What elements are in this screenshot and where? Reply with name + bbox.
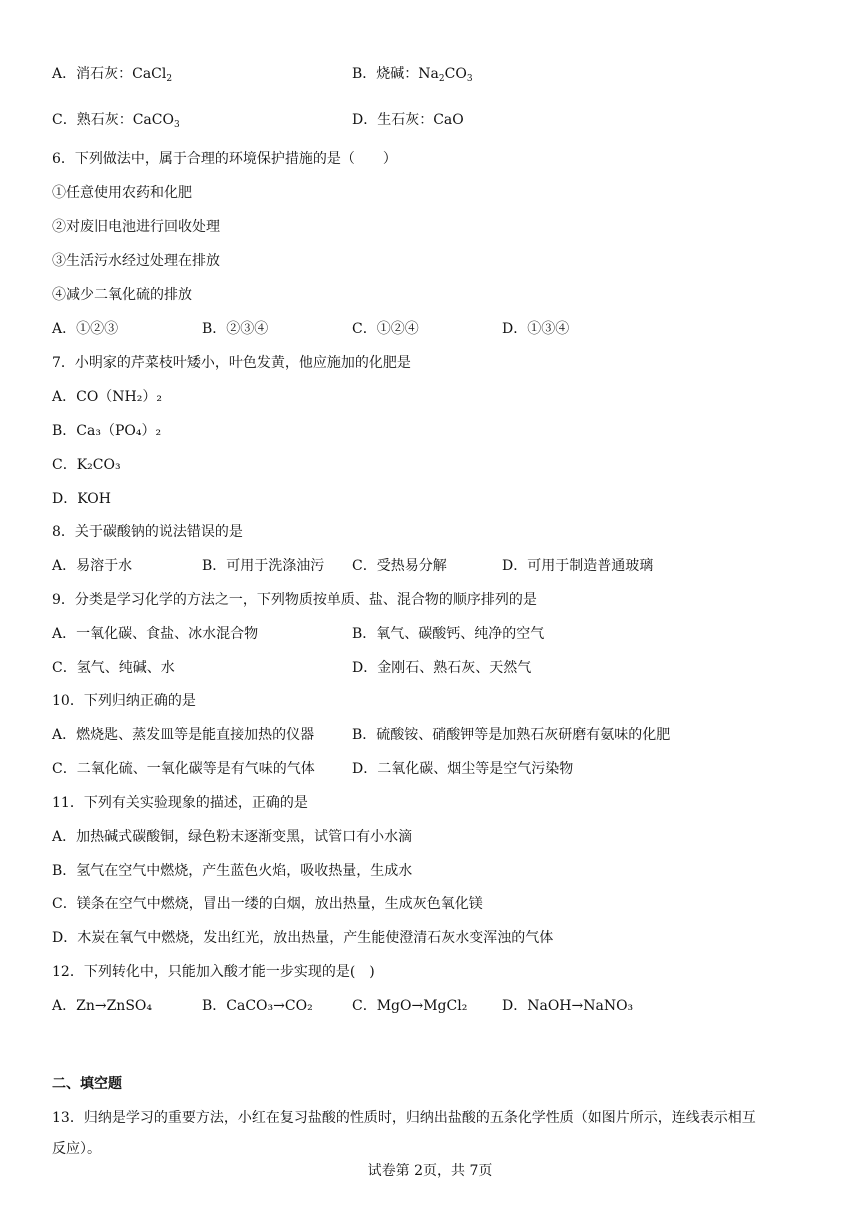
q6-item-1: ①任意使用农药和化肥 bbox=[52, 185, 192, 201]
q13-stem-line2: 反应）。 bbox=[52, 1141, 101, 1157]
q9-option-d: D．金刚石、熟石灰、天然气 bbox=[352, 660, 532, 676]
q12-option-a: A．Zn→ZnSO₄ bbox=[52, 998, 153, 1014]
q7-option-b: B．Ca₃（PO₄）₂ bbox=[52, 423, 162, 439]
q5-option-c: C．熟石灰：CaCO$_3$ bbox=[52, 112, 180, 130]
page-footer: 试卷第 2页，共 7页 bbox=[367, 1163, 493, 1179]
q7-option-d: D．KOH bbox=[52, 491, 111, 507]
q6-option-d: D．①③④ bbox=[502, 321, 570, 337]
q7-option-a: A．CO（NH₂）₂ bbox=[52, 389, 162, 405]
q6-item-3: ③生活污水经过处理在排放 bbox=[52, 253, 220, 269]
q12-option-b: B．CaCO₃→CO₂ bbox=[202, 998, 313, 1014]
q11-option-c: C．镁条在空气中燃烧，冒出一缕的白烟，放出热量，生成灰色氧化镁 bbox=[52, 896, 483, 912]
q9-option-a: A．一氧化碳、食盐、冰水混合物 bbox=[52, 626, 259, 642]
q10-option-c: C．二氧化硫、一氧化碳等是有气味的气体 bbox=[52, 761, 315, 777]
q11-option-b: B．氢气在空气中燃烧，产生蓝色火焰，吸收热量，生成水 bbox=[52, 863, 413, 879]
q8-option-c: C．受热易分解 bbox=[352, 558, 447, 574]
q5-option-a: A．消石灰：CaCl$_2$ bbox=[52, 66, 173, 84]
q10-option-b: B．硫酸铵、硝酸钾等是加熟石灰研磨有氨味的化肥 bbox=[352, 727, 671, 743]
q5-option-d: D．生石灰：CaO bbox=[352, 112, 464, 128]
q6-item-2: ②对废旧电池进行回收处理 bbox=[52, 219, 220, 235]
q12-option-d: D．NaOH→NaNO₃ bbox=[502, 998, 634, 1014]
q9-option-b: B．氧气、碳酸钙、纯净的空气 bbox=[352, 626, 545, 642]
q11-stem: 11．下列有关实验现象的描述，正确的是 bbox=[52, 795, 308, 811]
q6-option-c: C．①②④ bbox=[352, 321, 419, 337]
q6-item-4: ④减少二氧化硫的排放 bbox=[52, 287, 192, 303]
q10-option-a: A．燃烧匙、蒸发皿等是能直接加热的仪器 bbox=[52, 727, 315, 743]
q8-option-a: A．易溶于水 bbox=[52, 558, 133, 574]
q9-stem: 9．分类是学习化学的方法之一，下列物质按单质、盐、混合物的顺序排列的是 bbox=[52, 592, 537, 608]
q13-stem-line1: 13．归纳是学习的重要方法，小红在复习盐酸的性质时，归纳出盐酸的五条化学性质（如图片所示，连线表示相互 bbox=[52, 1110, 756, 1126]
q5-option-b: B．烧碱：$Na_2CO_3$ bbox=[352, 66, 473, 84]
q8-option-b: B．可用于洗涤油污 bbox=[202, 558, 325, 574]
q7-option-c: C．K₂CO₃ bbox=[52, 457, 121, 473]
q6-stem: 6．下列做法中，属于合理的环境保护措施的是（ ） bbox=[52, 151, 397, 167]
q11-option-d: D．木炭在氧气中燃烧，发出红光，放出热量，产生能使澄清石灰水变浑浊的气体 bbox=[52, 930, 554, 946]
q12-option-c: C．MgO→MgCl₂ bbox=[352, 998, 468, 1014]
q8-option-d: D．可用于制造普通玻璃 bbox=[502, 558, 654, 574]
q11-option-a: A．加热碱式碳酸铜，绿色粉末逐渐变黑，试管口有小水滴 bbox=[52, 829, 413, 845]
q6-option-b: B．②③④ bbox=[202, 321, 269, 337]
q6-option-a: A．①②③ bbox=[52, 321, 119, 337]
q10-option-d: D．二氧化碳、烟尘等是空气污染物 bbox=[352, 761, 574, 777]
q8-stem: 8．关于碳酸钠的说法错误的是 bbox=[52, 524, 243, 540]
section-heading: 二、填空题 bbox=[52, 1076, 122, 1092]
q12-stem: 12．下列转化中，只能加入酸才能一步实现的是( ) bbox=[52, 964, 375, 980]
q9-option-c: C．氢气、纯碱、水 bbox=[52, 660, 175, 676]
q10-stem: 10．下列归纳正确的是 bbox=[52, 693, 196, 709]
q7-stem: 7．小明家的芹菜枝叶矮小，叶色发黄，他应施加的化肥是 bbox=[52, 355, 411, 371]
